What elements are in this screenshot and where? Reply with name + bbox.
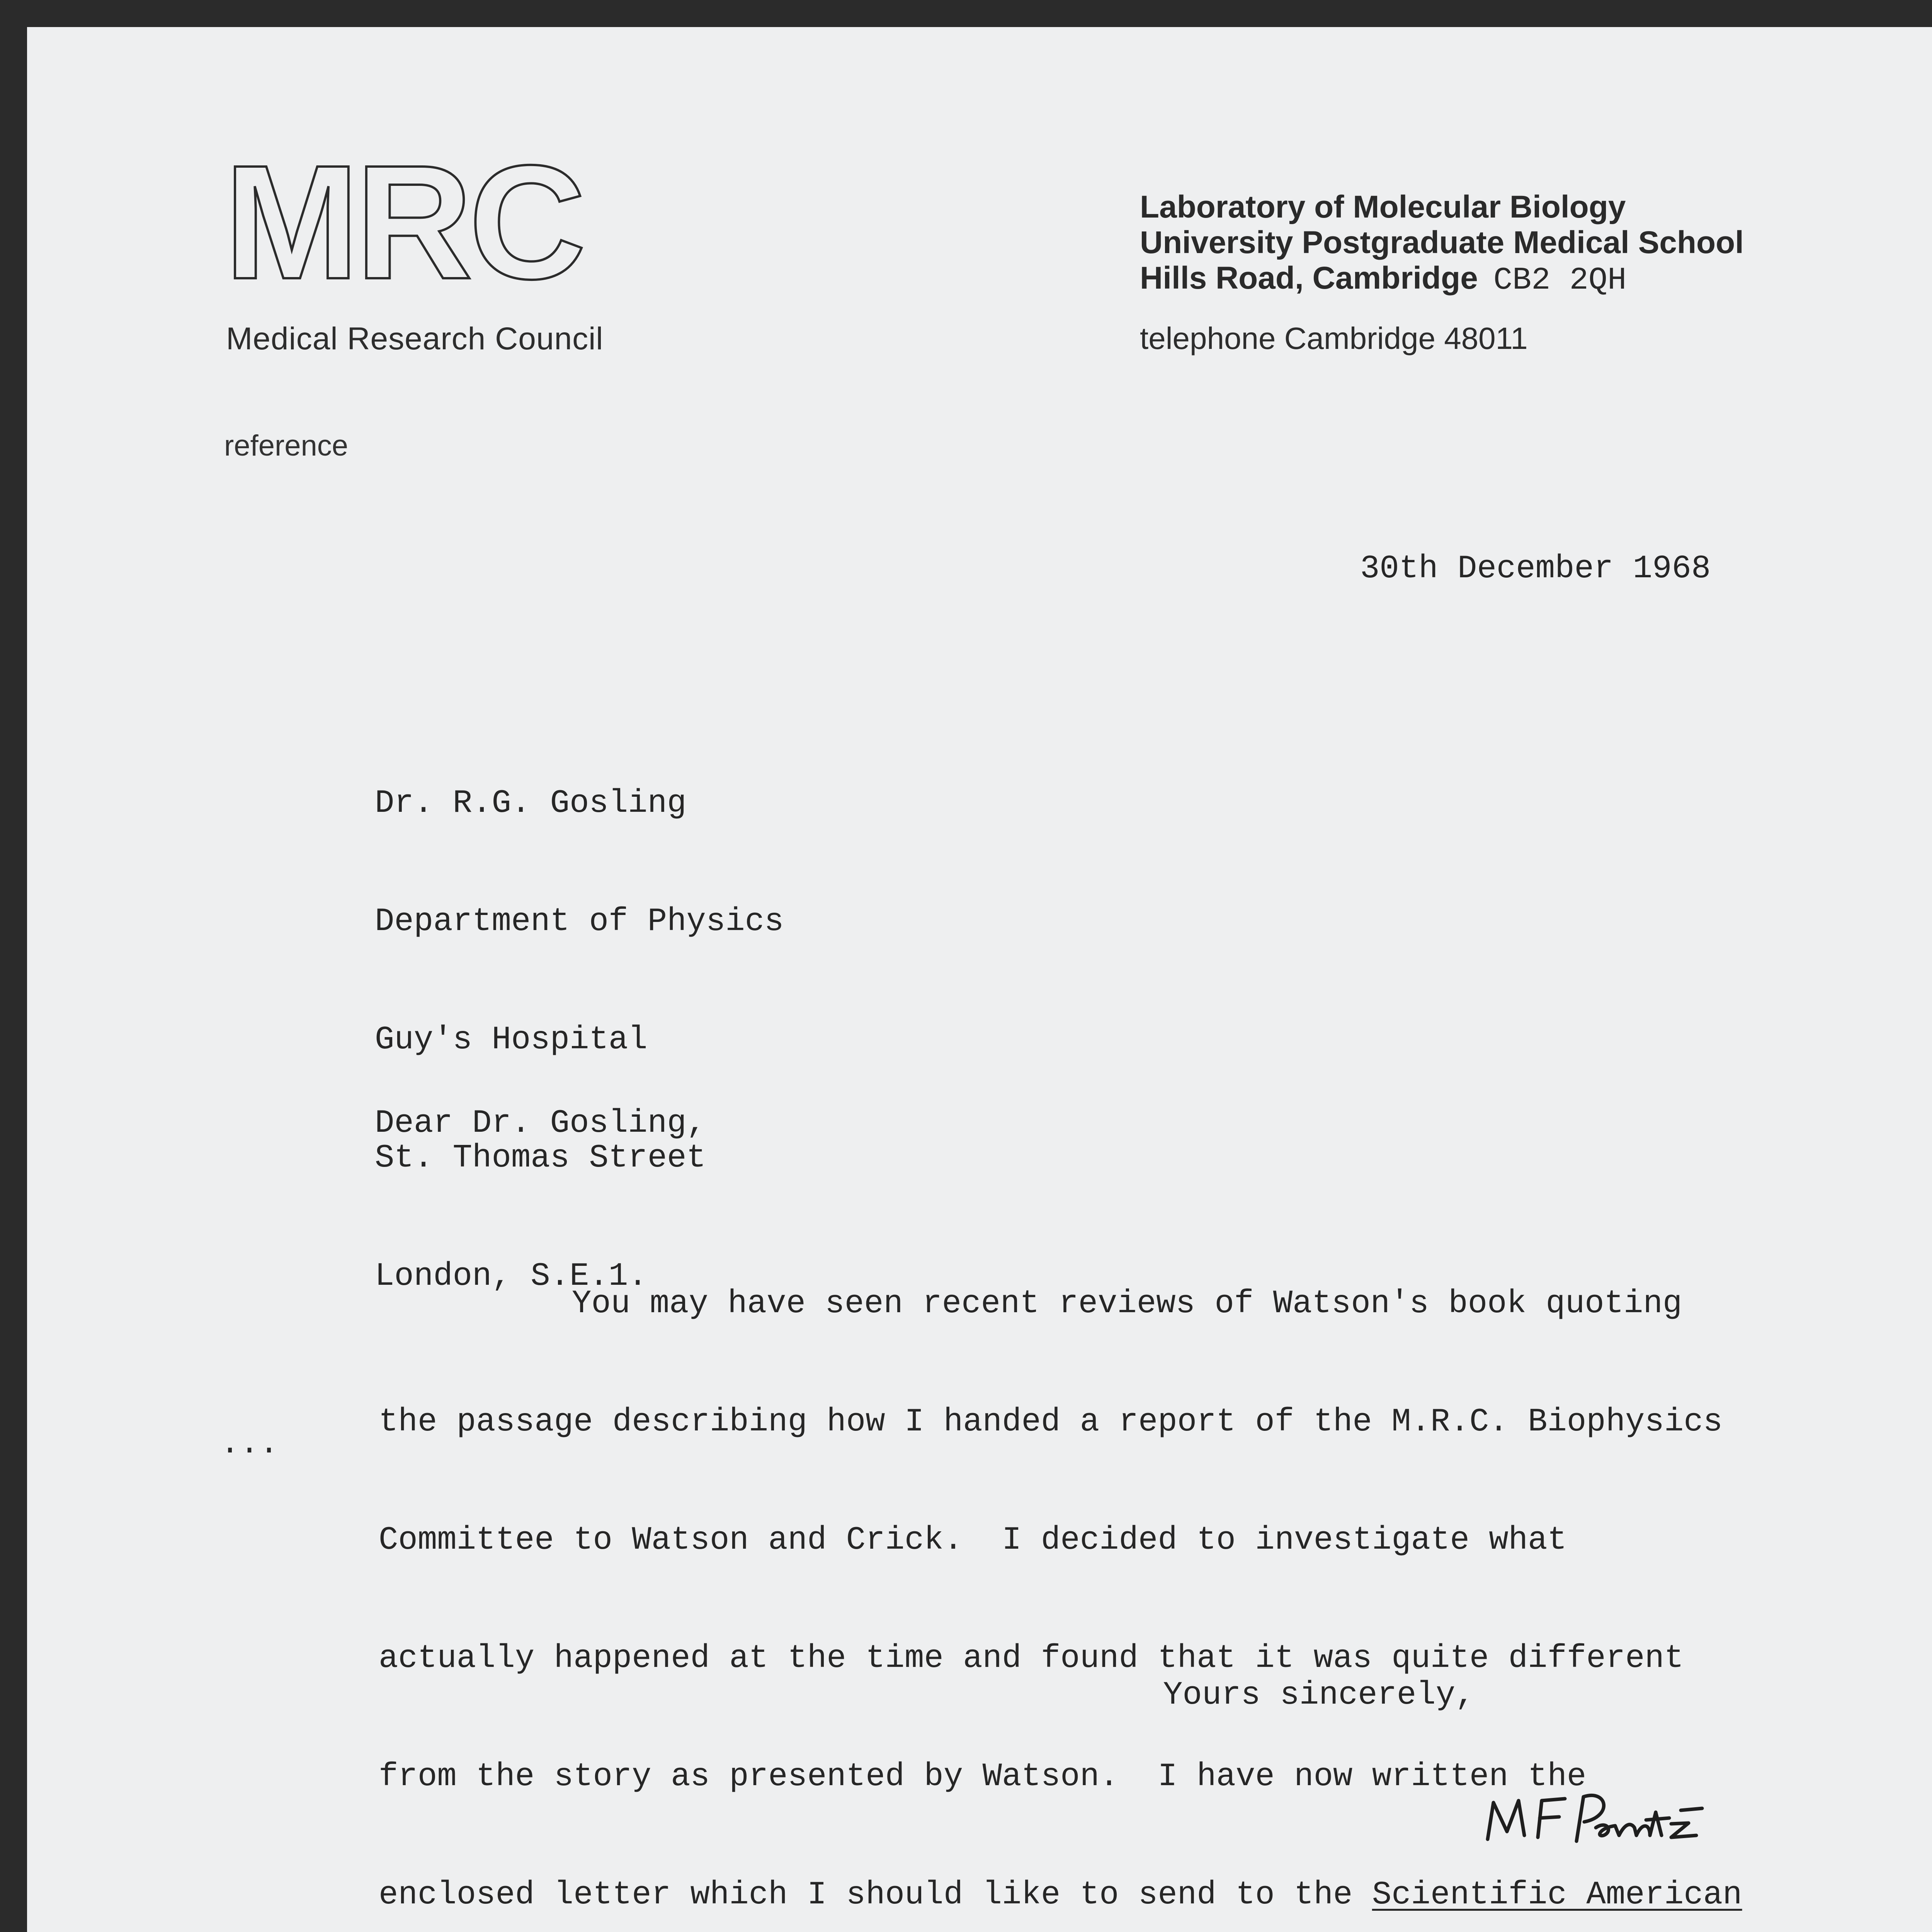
recipient-line: Guy's Hospital bbox=[375, 1022, 648, 1058]
handwritten-signature bbox=[1480, 1774, 1719, 1862]
body-line: Committee to Watson and Crick. I decided to investigate what bbox=[379, 1522, 1567, 1559]
publication-title: Scientific American bbox=[1372, 1877, 1742, 1913]
body-line: actually happened at the time and found that it was quite different bbox=[379, 1640, 1684, 1677]
organization-name: Medical Research Council bbox=[226, 321, 604, 356]
body-line: You may have seen recent reviews of Watson's book quoting bbox=[572, 1286, 1682, 1322]
letterhead-address bbox=[1140, 189, 1744, 298]
closing: Yours sincerely, bbox=[1163, 1677, 1475, 1714]
address-line-3-text: Hills Road, Cambridge bbox=[1140, 260, 1478, 296]
letter-date: 30th December 1968 bbox=[1360, 551, 1711, 587]
recipient-line: London, S.E.1. bbox=[375, 1258, 648, 1295]
recipient-line: Dr. R.G. Gosling bbox=[375, 785, 687, 822]
enclosure-mark: ... bbox=[220, 1426, 279, 1463]
logo-text: MRC bbox=[224, 151, 582, 313]
body-line: the passage describing how I handed a report of the M.R.C. Biophysics bbox=[379, 1404, 1723, 1440]
body-text: enclosed letter which I should like to send to the bbox=[379, 1877, 1372, 1913]
recipient-line: St. Thomas Street bbox=[375, 1140, 706, 1177]
address-line-1: Laboratory of Molecular Biology bbox=[1140, 189, 1626, 224]
address-line-3 bbox=[1140, 260, 1744, 298]
reference-label: reference bbox=[224, 429, 349, 462]
salutation: Dear Dr. Gosling, bbox=[375, 1105, 706, 1142]
body-line: from the story as presented by Watson. I have now written the bbox=[379, 1759, 1587, 1795]
recipient-line: Department of Physics bbox=[375, 903, 784, 940]
mrc-logo bbox=[224, 151, 680, 344]
body-line bbox=[379, 1876, 1762, 1915]
postcode: CB2 2QH bbox=[1493, 262, 1627, 298]
letter-page bbox=[27, 27, 1932, 1932]
telephone: telephone Cambridge 48011 bbox=[1140, 321, 1528, 355]
address-line-2: University Postgraduate Medical School bbox=[1140, 225, 1744, 260]
